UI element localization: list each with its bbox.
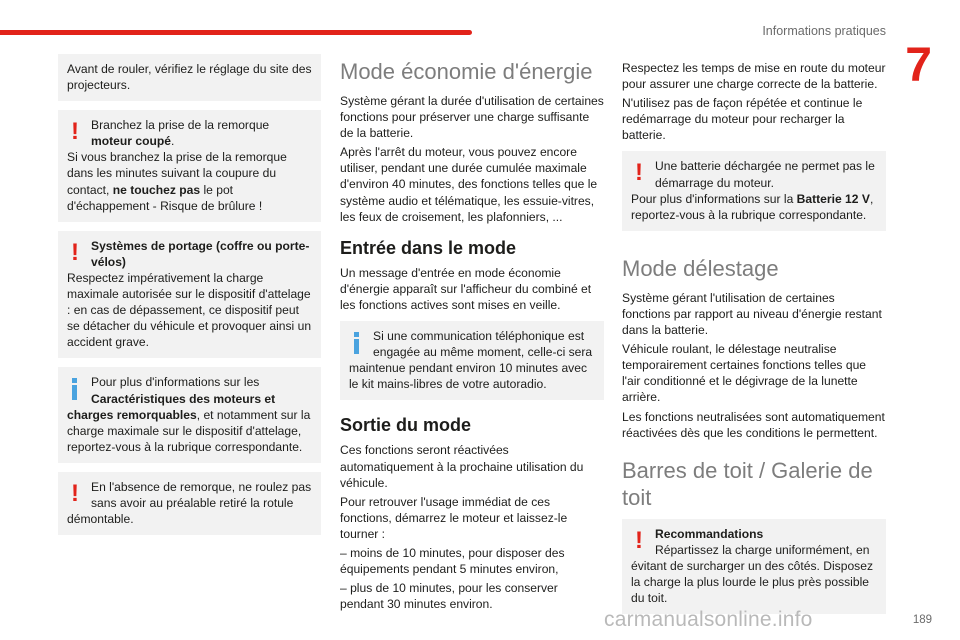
warning-exclamation-icon: ! bbox=[71, 238, 79, 266]
warning-box-battery bbox=[622, 151, 886, 230]
warning-box-towball bbox=[58, 472, 321, 535]
info-body: charges remorquables, et notamment sur la charge maximale sur le dispositif d'attelage, reportez-vous à la rubrique correspondante. bbox=[67, 407, 311, 454]
warning-body: Pour plus d'informations sur la Batterie 12 V, reportez-vous à la rubrique correspondante. bbox=[631, 191, 874, 222]
paragraph: Respectez les temps de mise en route du moteur pour assurer une charge correcte de la batterie. bbox=[622, 61, 886, 92]
paragraph: N'utilisez pas de façon répétée et continue le redémarrage du moteur pour recharger la batterie. bbox=[622, 96, 863, 143]
info-icon bbox=[352, 332, 362, 354]
info-box-engine-specs bbox=[58, 367, 321, 462]
note-box-headlamps bbox=[58, 54, 321, 101]
list-item: – plus de 10 minutes, pour les conserver pendant 30 minutes environ. bbox=[340, 581, 558, 612]
paragraph: Les fonctions neutralisées sont automatiquement réactivées dès que les conditions le permettent. bbox=[622, 409, 885, 440]
warning-exclamation-icon: ! bbox=[71, 479, 79, 507]
heading-mode-entry: Entrée dans le mode bbox=[340, 237, 517, 258]
warning-lead: Systèmes de portage (coffre ou porte-vélos) bbox=[91, 238, 310, 269]
paragraph: Véhicule roulant, le délestage neutralise temporairement certaines fonctions telles que l'air conditionné et le dégivrage de la lunette arrière. bbox=[622, 342, 867, 405]
heading-energy-economy: Mode économie d'énergie bbox=[340, 59, 593, 84]
warning-lead: Recommandations Répartissez la charge uniformément, en bbox=[655, 526, 870, 557]
warning-body: démontable. bbox=[67, 512, 134, 527]
info-box-phone-call bbox=[340, 321, 604, 400]
paragraph: Un message d'entrée en mode économie d'énergie apparaît sur l'afficheur du combiné et les fonctions actives sont mises en veille. bbox=[340, 265, 592, 312]
column-3 bbox=[622, 60, 886, 623]
watermark: carmanualsonline.info bbox=[604, 608, 813, 631]
heading-load-shedding: Mode délestage bbox=[622, 255, 779, 281]
info-lead: Si une communication téléphonique est engagée au même moment, celle-ci sera bbox=[373, 329, 593, 360]
info-lead: Pour plus d'informations sur les Caractéristiques des moteurs et bbox=[91, 375, 276, 406]
paragraph: Système gérant la durée d'utilisation de certaines fonctions pour préserver une charge suffisante de la batterie. bbox=[340, 94, 604, 141]
warning-body: Respectez impérativement la charge maximale autorisée sur le dispositif d'attelage : en cas de dépassement, ce dispositif peut se détacher du véhicule et provoquer ainsi un accident grave. bbox=[67, 270, 312, 350]
header-rule bbox=[0, 30, 472, 35]
column-1 bbox=[58, 54, 321, 544]
warning-box-trailer-socket bbox=[58, 110, 321, 222]
info-body: maintenue pendant environ 10 minutes avec le kit mains-libres de votre autoradio. bbox=[349, 361, 588, 392]
section-title: Informations pratiques bbox=[762, 24, 886, 38]
warning-body: évitant de surcharger un des côtés. Disposez la charge la plus lourde le plus près possible du toit. bbox=[631, 558, 874, 606]
chapter-number: 7 bbox=[905, 39, 932, 92]
list-item: – moins de 10 minutes, pour disposer des équipements pendant 5 minutes environ, bbox=[340, 545, 565, 577]
note-text: Avant de rouler, vérifiez le réglage du site des projecteurs. bbox=[67, 62, 312, 93]
warning-body: Si vous branchez la prise de la remorque dans les minutes suivant la coupure du contact, ne touchez pas le pot d'échappement - Risque de brûlure ! bbox=[67, 150, 287, 213]
heading-mode-exit: Sortie du mode bbox=[340, 415, 472, 436]
heading-roof-bars: Barres de toit / Galerie de toit bbox=[622, 457, 873, 510]
warning-exclamation-icon: ! bbox=[635, 159, 643, 187]
warning-box-carrier bbox=[58, 231, 321, 359]
warning-exclamation-icon: ! bbox=[71, 118, 79, 146]
info-icon bbox=[70, 378, 80, 400]
warning-lead: En l'absence de remorque, ne roulez pas sans avoir au préalable retiré la rotule bbox=[91, 479, 312, 510]
warning-lead: Une batterie déchargée ne permet pas le démarrage du moteur. bbox=[655, 159, 875, 190]
warning-lead: Branchez la prise de la remorque moteur coupé. bbox=[91, 118, 270, 149]
column-2 bbox=[340, 56, 604, 615]
warning-box-roof-load bbox=[622, 519, 886, 614]
warning-exclamation-icon: ! bbox=[635, 526, 643, 554]
paragraph: Pour retrouver l'usage immédiat de ces fonctions, démarrez le moteur et laissez-le tourner : bbox=[340, 494, 568, 541]
paragraph: Ces fonctions seront réactivées automatiquement à la prochaine utilisation du véhicule. bbox=[340, 443, 584, 490]
paragraph: Système gérant l'utilisation de certaines fonctions par rapport au niveau d'énergie restant dans la batterie. bbox=[622, 290, 882, 338]
paragraph: Après l'arrêt du moteur, vous pouvez encore utiliser, pendant une durée cumulée maximale d'environ 40 minutes, des fonctions telles que le système audio et télématique, les essuie-vitres, les feux de croisement, les plafonniers, ... bbox=[340, 145, 598, 224]
page-number: 189 bbox=[912, 614, 932, 626]
